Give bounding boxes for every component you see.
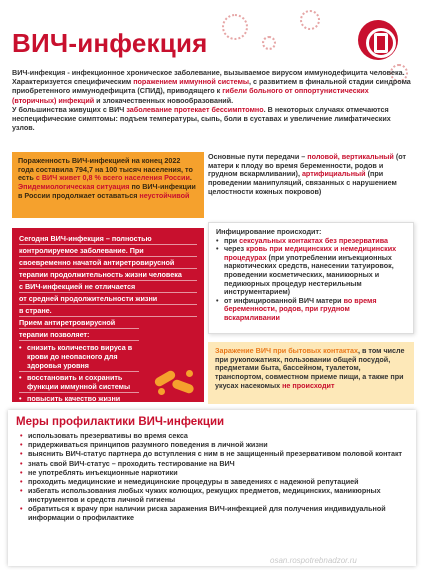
list-item: • от инфицированной ВИЧ матери во время беременности, родов, при грудном вскармливании	[216, 297, 406, 323]
list-item: • обратиться к врачу при наличии риска заражения ВИЧ-инфекцией для получения индивидуальной информации о профилактике	[16, 505, 408, 522]
transmission-routes: Основные пути передачи – половой, вертикальный (от матери к плоду во время беременности, родов и грудном вскармливании), артифициальный (при проведении манипуляций, связанных с нарушением целостности кожных покровов)	[208, 152, 406, 196]
treatment-line: терапии позволяет:	[19, 330, 139, 341]
virus-icon	[300, 10, 320, 30]
pills-illustration	[150, 368, 200, 398]
treatment-line: в стране.	[19, 306, 197, 317]
prevalence-stats-box: Пораженность ВИЧ-инфекцией на конец 2022 года составила 794,7 на 100 тысяч населения, то есть с ВИЧ живет 0,8 % всего населения России. Эпидемиологическая ситуация по ВИЧ-инфекции в России продолжает оставаться неустойчивой	[12, 152, 204, 218]
list-item: • снизить количество вируса в крови до неопасного для здоровья уровня	[19, 343, 139, 372]
household-contact-box: Заражение ВИЧ при бытовых контактах, в том числе при рукопожатиях, пользовании общей посудой, предметами быта, бассейном, туалетом, транспортом, совместном приеме пищи, а также при укусах насекомых не происходит	[208, 342, 414, 404]
virus-icon	[222, 14, 248, 40]
virus-icon	[262, 36, 276, 50]
page-title: ВИЧ-инфекция	[12, 28, 208, 58]
intro-text: ВИЧ-инфекция - инфекционное хроническое заболевание, вызываемое вирусом иммунодефицита человека. Характеризуется специфическим поражением иммунной системы, с развитием в финальной стадии синдрома приобретенного иммунодефицита (СПИД), приводящего к гибели больного от оппортунистических (вторичных) инфекций и злокачественных новообразований. У большинства живущих с ВИЧ заболевание протекает бессимптомно. В некоторых случаях отмечаются неспецифические симптомы: подъем температуры, сыпь, боли в суставах и увеличение лимфатических узлов.	[12, 68, 411, 133]
list-item: • повысить качество жизни	[19, 394, 139, 405]
treatment-line: с ВИЧ-инфекцией не отличается	[19, 282, 197, 293]
treatment-line: от средней продолжительности жизни	[19, 294, 197, 305]
treatment-line: своевременно начатой антиретровирусной	[19, 258, 197, 269]
prevention-title: Меры профилактики ВИЧ-инфекции	[16, 416, 225, 428]
list-item: • через кровь при медицинских и немедицинских процедурах (при употреблении инъекционных наркотических средств, нанесении татуировок, проведении косметических, маникюрных и педикюрных процедур нестерильным инструментарием)	[216, 245, 406, 297]
list-item: • восстановить и сохранить функции иммунной системы	[19, 373, 139, 393]
list-item: • не употреблять инъекционные наркотики	[16, 469, 408, 478]
treatment-line: Прием антиретровирусной	[19, 318, 139, 329]
list-item: • использовать презервативы во время секса	[16, 432, 408, 441]
list-item: • избегать использования любых чужих колющих, режущих предметов, медицинских, маникюрных инструментов и средств личной гигиены	[16, 487, 408, 504]
rospotrebnadzor-logo	[358, 20, 398, 60]
list-item: • выяснить ВИЧ-статус партнера до вступления с ним в не защищенный презервативом половой контакт	[16, 450, 408, 459]
prevention-list	[16, 432, 408, 522]
treatment-line: терапии продолжительность жизни человека	[19, 270, 197, 281]
list-item: • знать свой ВИЧ-статус – проходить тестирование на ВИЧ	[16, 460, 408, 469]
list-item: • проходить медицинские и немедицинские процедуры в заведениях с надежной репутацией	[16, 478, 408, 487]
infection-routes-box	[208, 222, 414, 334]
infection-routes-list	[216, 237, 406, 323]
site-watermark: osan.rospotrebnadzor.ru	[270, 556, 357, 565]
infection-heading: Инфицирование происходит:	[216, 227, 322, 236]
prevention-section	[8, 410, 416, 566]
treatment-line: контролируемое заболевание. При	[19, 246, 197, 257]
list-item: • придерживаться принципов разумного поведения в личной жизни	[16, 441, 408, 450]
list-item: • при сексуальных контактах без презерватива	[216, 237, 406, 246]
treatment-line: Сегодня ВИЧ-инфекция – полностью	[19, 234, 197, 245]
